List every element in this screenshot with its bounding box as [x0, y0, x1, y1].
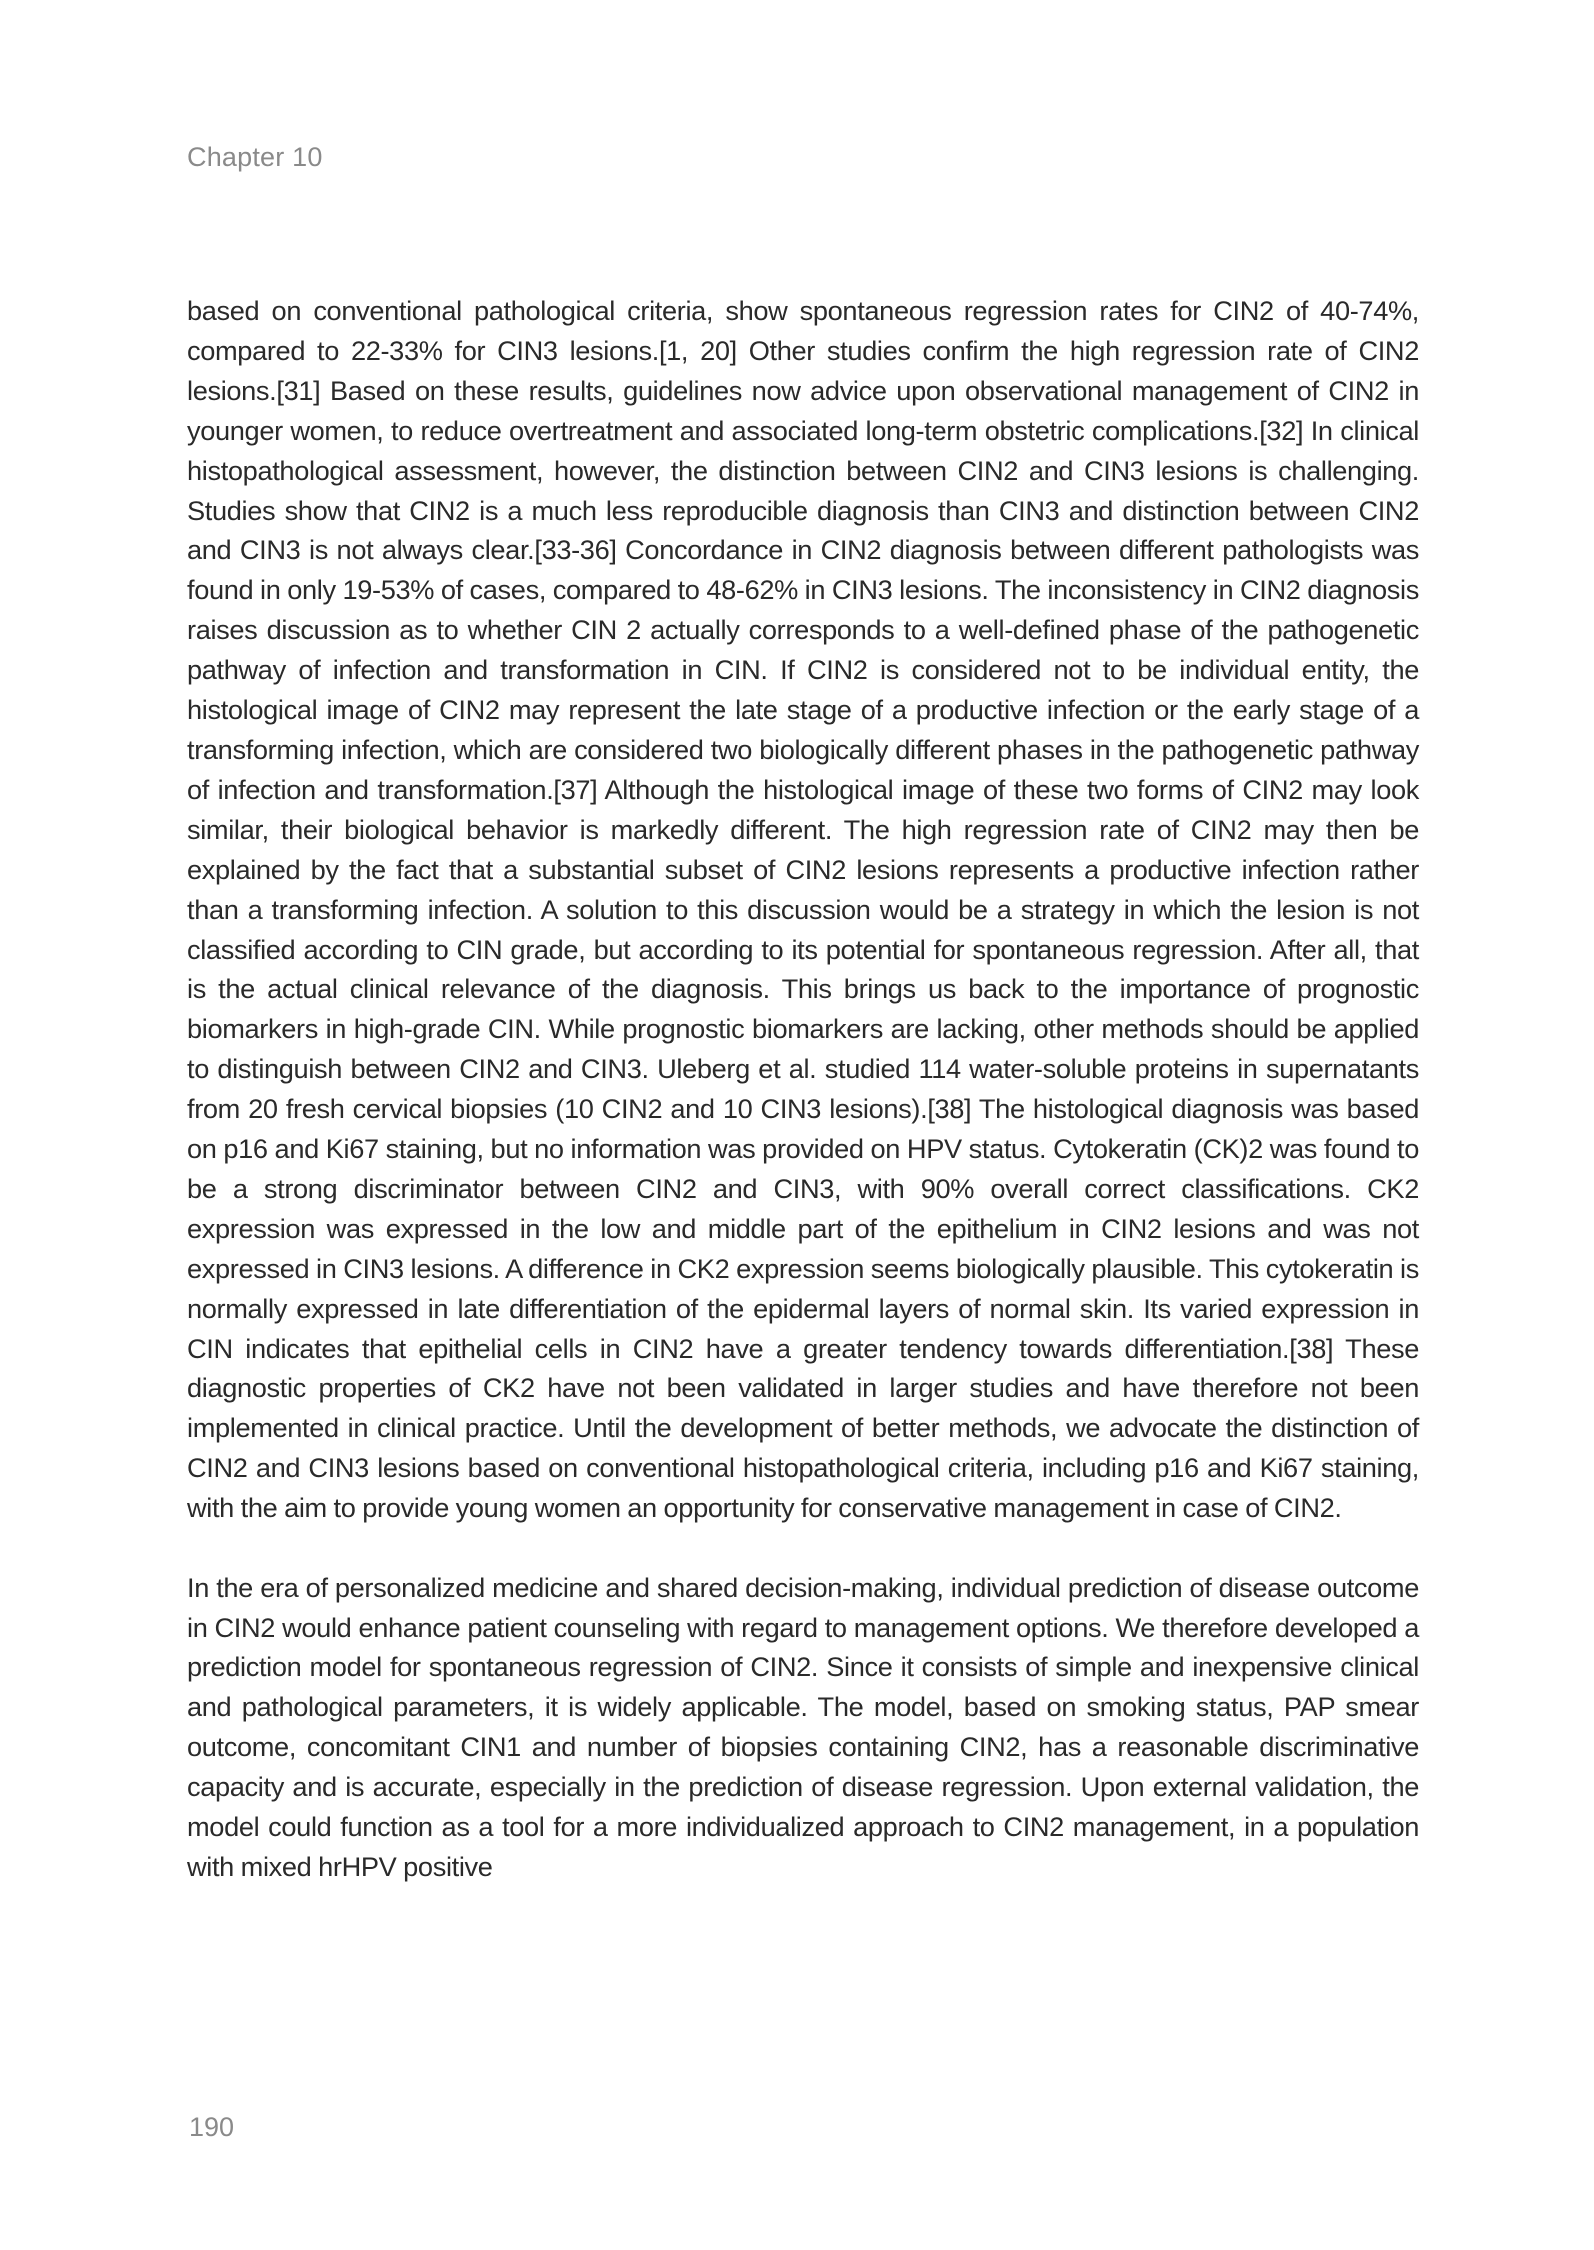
body-text — [187, 291, 1419, 1887]
running-head-chapter: Chapter 10 — [187, 142, 323, 172]
paragraph-2: In the era of personalized medicine and shared decision-making, individual prediction of disease outcome in CIN2 would enhance patient counseling with regard to management options. We therefore developed a prediction model for spontaneous regression of CIN2. Since it consists of simple and inexpensive clinical and pathological parameters, it is widely applicable. The model, based on smoking status, PAP smear outcome, concomitant CIN1 and number of biopsies containing CIN2, has a reasonable discriminative capacity and is accurate, especially in the prediction of disease regression. Upon external validation, the model could function as a tool for a more individualized approach to CIN2 management, in a population with mixed hrHPV positive — [187, 1571, 1419, 1882]
page-number: 190 — [189, 2112, 235, 2142]
paragraph-1: based on conventional pathological criteria, show spontaneous regression rates for CIN2 of 40-74%, compared to 22-33% for CIN3 lesions.[1, 20] Other studies confirm the high regression rate of CIN2 lesions.[31] Based on these results, guidelines now advice upon observational management of CIN2 in younger women, to reduce overtreatment and associated long-term obstetric complications.[32] In clinical histopathological assessment, however, the distinction between CIN2 and CIN3 lesions is challenging. Studies show that CIN2 is a much less reproducible diagnosis than CIN3 and distinction between CIN2 and CIN3 is not always clear.[33-36] Concordance in CIN2 diagnosis between different pathologists was found in only 19-53% of cases, compared to 48-62% in CIN3 lesions. The inconsistency in CIN2 diagnosis raises discussion as to whether CIN 2 actually corresponds to a well-defined phase of the pathogenetic pathway of infection and transformation in CIN. If CIN2 is considered not to be individual entity, the histological image of CIN2 may represent the late stage of a productive infection or the early stage of a transforming infection, which are considered two biologically different phases in the pathogenetic pathway of infection and transformation.[37] Although the histological image of these two forms of CIN2 may look similar, their biological behavior is markedly different. The high regression rate of CIN2 may then be explained by the fact that a substantial subset of CIN2 lesions represents a productive infection rather than a transforming infection. A solution to this discussion would be a strategy in which the lesion is not classified according to CIN grade, but according to its potential for spontaneous regression. After all, that is the actual clinical relevance of the diagnosis. This brings us back to the importance of prognostic biomarkers in high-grade CIN. While prognostic biomarkers are lacking, other methods should be applied to distinguish between CIN2 and CIN3. Uleberg et al. studied 114 water-soluble proteins in supernatants from 20 fresh cervical biopsies (10 CIN2 and 10 CIN3 lesions).[38] The histological diagnosis was based on p16 and Ki67 staining, but no information was provided on HPV status. Cytokeratin (CK)2 was found to be a strong discriminator between CIN2 and CIN3, with 90% overall correct classifications. CK2 expression was expressed in the low and middle part of the epithelium in CIN2 lesions and was not expressed in CIN3 lesions. A difference in CK2 expression seems biologically plausible. This cytokeratin is normally expressed in late differentiation of the epidermal layers of normal skin. Its varied expression in CIN indicates that epithelial cells in CIN2 have a greater tendency towards differentiation.[38] These diagnostic properties of CK2 have not been validated in larger studies and have therefore not been implemented in clinical practice. Until the development of better methods, we advocate the distinction of CIN2 and CIN3 lesions based on conventional histopathological criteria, including p16 and Ki67 staining, with the aim to provide young women an opportunity for conservative management in case of CIN2. — [187, 295, 1419, 1524]
